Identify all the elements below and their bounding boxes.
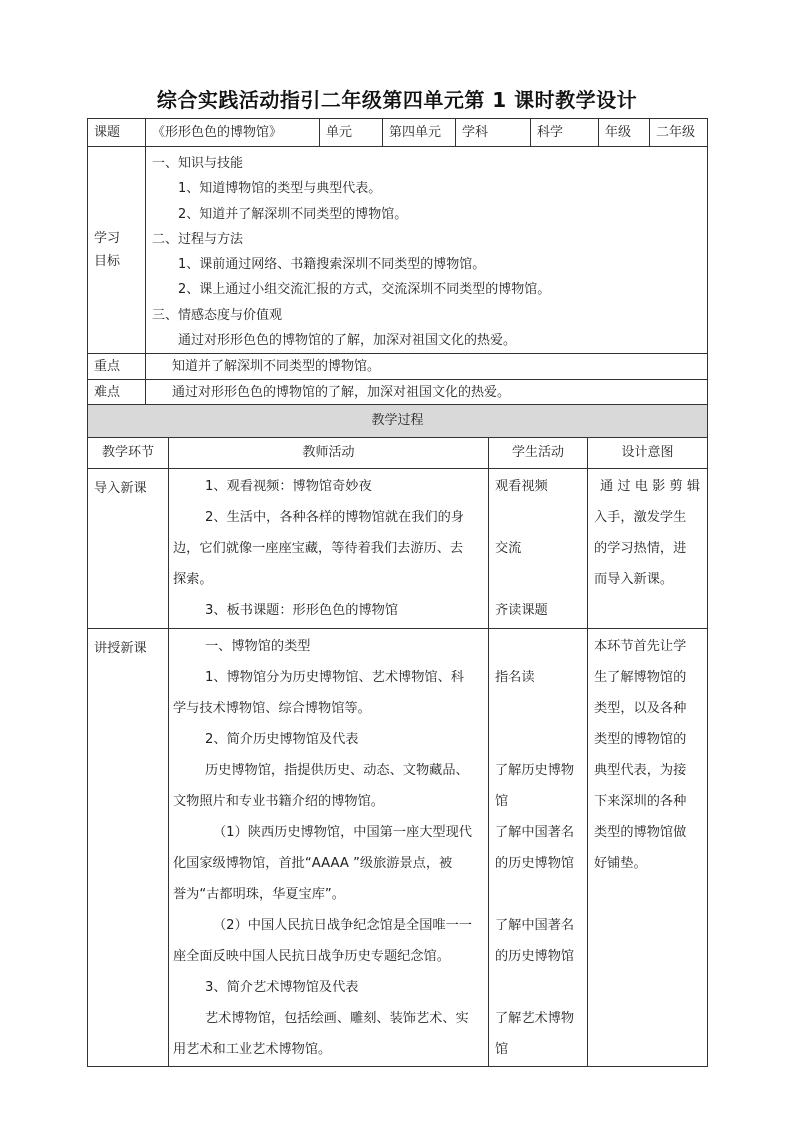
teacher-line: （2）中国人民抗日战争纪念馆是全国唯一一 — [213, 918, 472, 933]
lesson-info-table — [87, 118, 708, 406]
student-line: 了解历史博物 — [495, 763, 575, 778]
teacher-line: （1）陕西历史博物馆，中国第一座大型现代 — [213, 825, 472, 840]
grade-label: 年级 — [599, 119, 650, 147]
teacher-line: 座全面反映中国人民抗日战争历史专题纪念馆。 — [173, 949, 450, 964]
student-line: 馆 — [495, 1042, 509, 1057]
student-line: 的历史博物馆 — [495, 856, 575, 871]
objective-line: 三、情感态度与价值观 — [152, 307, 283, 323]
teacher-line: 誉为“古都明珠，华夏宝库”。 — [173, 887, 345, 902]
intent-line: 本环节首先让学 — [594, 639, 687, 654]
key-point-text: 知道并了解深圳不同类型的博物馆。 — [146, 354, 708, 380]
teacher-line: 化国家级博物馆，首批“AAAA ”级旅游景点，被 — [173, 856, 453, 871]
column-header-intent: 设计意图 — [588, 438, 708, 469]
student-line: 了解艺术博物 — [495, 1011, 575, 1026]
student-line: 观看视频 — [495, 479, 548, 494]
teacher-line: 1、博物馆分为历史博物馆、艺术博物馆、科 — [205, 670, 464, 685]
student-line: 馆 — [495, 794, 509, 809]
objective-line: 一、知识与技能 — [152, 156, 244, 171]
objective-line: 2、课上通过小组交流汇报的方式，交流深圳不同类型的博物馆。 — [178, 282, 551, 298]
key-point-label: 重点 — [88, 354, 146, 380]
objectives-label-line1: 学习 — [94, 230, 121, 246]
document-title: 综合实践活动指引二年级第四单元第 1 课时教学设计 — [156, 88, 638, 112]
objectives-label — [88, 147, 146, 354]
teacher-activity-lecture — [169, 629, 489, 1067]
objective-line: 通过对形形色色的博物馆的了解，加深对祖国文化的热爱。 — [178, 333, 517, 349]
intent-line: 通 过 电 影 剪 辑 — [600, 479, 701, 494]
grade-value: 二年级 — [650, 119, 708, 147]
intent-line: 类型的博物馆做 — [594, 825, 687, 840]
teacher-line: 学与技术博物馆、综合博物馆等。 — [173, 701, 371, 716]
difficulty-label: 难点 — [88, 380, 146, 406]
student-line: 指名读 — [495, 670, 535, 685]
design-intent-intro — [588, 469, 708, 629]
stage-label: 导入新课 — [94, 481, 147, 496]
student-line: 交流 — [495, 541, 522, 556]
student-line: 的历史博物馆 — [495, 949, 575, 964]
table-row — [88, 469, 708, 629]
intent-line: 而导入新课。 — [594, 572, 674, 587]
teacher-line: 艺术博物馆，包括绘画、雕刻、装饰艺术、实 — [205, 1011, 469, 1026]
intent-line: 类型的博物馆的 — [594, 732, 687, 747]
teacher-activity-intro — [169, 469, 489, 629]
teacher-line: 1、观看视频：博物馆奇妙夜 — [205, 479, 372, 494]
intent-line: 入手，激发学生 — [594, 510, 687, 525]
teacher-line: 边，它们就像一座座宝藏，等待着我们去游历、去 — [173, 541, 464, 556]
teacher-line: 一、博物馆的类型 — [205, 639, 311, 654]
student-line: 了解中国著名 — [495, 918, 575, 933]
objective-line: 1、课前通过网络、书籍搜索深圳不同类型的博物馆。 — [178, 257, 486, 273]
column-header-student: 学生活动 — [489, 438, 588, 469]
intent-line: 好铺垫。 — [594, 856, 647, 871]
stage-label: 讲授新课 — [94, 641, 147, 656]
intent-line: 类型，以及各种 — [594, 701, 687, 716]
column-header-stage: 教学环节 — [88, 438, 169, 469]
teacher-line: 用艺术和工业艺术博物馆。 — [173, 1042, 332, 1057]
intent-line: 的学习热情，进 — [594, 541, 687, 556]
stage-intro — [88, 469, 169, 629]
objective-line: 2、知道并了解深圳不同类型的博物馆。 — [178, 206, 408, 222]
intent-line: 生了解博物馆的 — [594, 670, 687, 685]
teacher-line: 文物照片和专业书籍介绍的博物馆。 — [173, 794, 384, 809]
student-line: 了解中国著名 — [495, 825, 575, 840]
intent-line: 典型代表，为接 — [594, 763, 687, 778]
teacher-line: 历史博物馆，指提供历史、动态、文物藏品、 — [205, 763, 469, 778]
teacher-line: 3、板书课题：形形色色的博物馆 — [205, 603, 399, 618]
unit-value: 第四单元 — [383, 119, 456, 147]
topic-label: 课题 — [88, 119, 146, 147]
stage-lecture — [88, 629, 169, 1067]
objectives-label-line2: 目标 — [94, 254, 121, 270]
teacher-line: 探索。 — [173, 572, 213, 587]
teacher-line: 2、生活中，各种各样的博物馆就在我们的身 — [205, 510, 464, 525]
column-header-teacher: 教师活动 — [169, 438, 489, 469]
student-line: 齐读课题 — [495, 603, 548, 618]
objective-line: 二、过程与方法 — [152, 231, 244, 247]
process-heading: 教学过程 — [88, 405, 708, 438]
intent-line: 下来深圳的各种 — [594, 794, 687, 809]
teacher-line: 3、简介艺术博物馆及代表 — [205, 980, 359, 995]
topic-value: 《形形色色的博物馆》 — [146, 119, 320, 147]
teacher-line: 2、简介历史博物馆及代表 — [205, 732, 359, 747]
student-activity-intro — [489, 469, 588, 629]
objectives-content — [146, 147, 708, 354]
table-row — [88, 629, 708, 1067]
subject-label: 学科 — [456, 119, 531, 147]
unit-label: 单元 — [320, 119, 383, 147]
design-intent-lecture — [588, 629, 708, 1067]
subject-value: 科学 — [531, 119, 599, 147]
teaching-process-table — [87, 404, 708, 1067]
student-activity-lecture — [489, 629, 588, 1067]
difficulty-text: 通过对形形色色的博物馆的了解，加深对祖国文化的热爱。 — [146, 380, 708, 406]
objective-line: 1、知道博物馆的类型与典型代表。 — [178, 181, 382, 197]
